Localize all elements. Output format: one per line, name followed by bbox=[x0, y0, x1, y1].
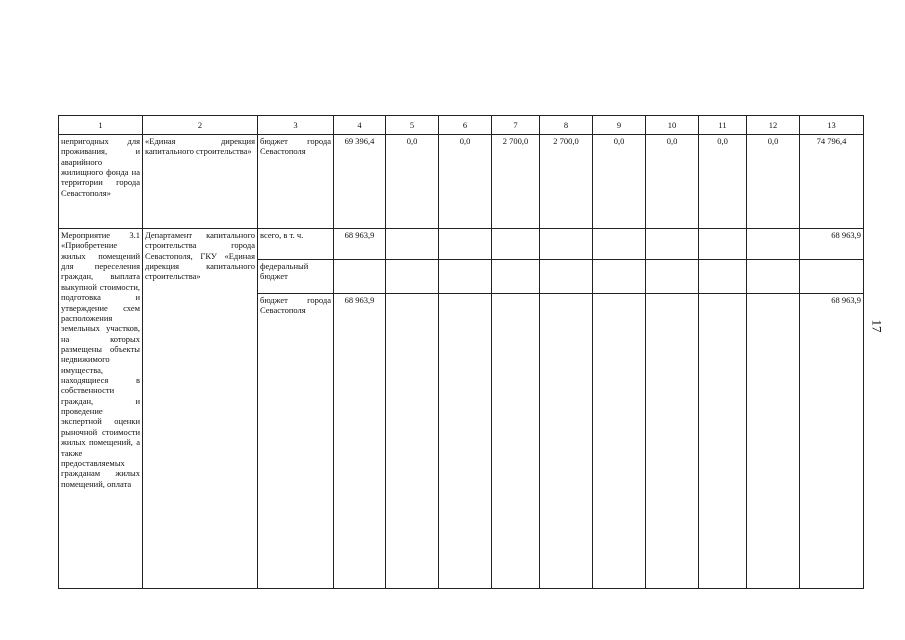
total-cell: 68 963,9 bbox=[800, 294, 864, 589]
value-cell bbox=[386, 294, 439, 589]
value-cell: 0,0 bbox=[699, 135, 747, 229]
header-cell: 13 bbox=[800, 116, 864, 135]
value-cell: 2 700,0 bbox=[540, 135, 593, 229]
value-cell bbox=[593, 229, 646, 260]
executor-cell: «Единая дирекция капитального строительства» bbox=[143, 135, 258, 229]
header-cell: 10 bbox=[646, 116, 699, 135]
funding-source-cell: бюджет города Севастополя bbox=[258, 294, 334, 589]
value-cell bbox=[334, 260, 386, 294]
value-cell bbox=[492, 260, 540, 294]
header-cell: 11 bbox=[699, 116, 747, 135]
page-number: 17 bbox=[869, 319, 885, 333]
value-cell bbox=[747, 294, 800, 589]
value-cell bbox=[492, 229, 540, 260]
header-cell: 2 bbox=[143, 116, 258, 135]
value-cell bbox=[699, 260, 747, 294]
header-cell: 12 bbox=[747, 116, 800, 135]
header-cell: 7 bbox=[492, 116, 540, 135]
value-cell bbox=[747, 260, 800, 294]
header-cell: 1 bbox=[59, 116, 143, 135]
executor-cell: Департамент капитального строительства города Севастополя, ГКУ «Единая дирекция капитального строительства» bbox=[143, 229, 258, 589]
value-cell bbox=[386, 260, 439, 294]
total-cell: 68 963,9 bbox=[800, 229, 864, 260]
value-cell bbox=[699, 294, 747, 589]
value-cell: 0,0 bbox=[646, 135, 699, 229]
value-cell bbox=[439, 294, 492, 589]
value-cell: 68 963,9 bbox=[334, 294, 386, 589]
value-cell: 0,0 bbox=[747, 135, 800, 229]
header-row bbox=[59, 116, 864, 135]
value-cell bbox=[540, 294, 593, 589]
value-cell: 69 396,4 bbox=[334, 135, 386, 229]
value-cell: 0,0 bbox=[386, 135, 439, 229]
value-cell bbox=[540, 229, 593, 260]
value-cell bbox=[699, 229, 747, 260]
header-cell: 5 bbox=[386, 116, 439, 135]
value-cell: 0,0 bbox=[439, 135, 492, 229]
funding-source-cell: бюджет города Севастополя bbox=[258, 135, 334, 229]
table-row bbox=[59, 229, 864, 260]
value-cell bbox=[646, 260, 699, 294]
value-cell bbox=[439, 229, 492, 260]
value-cell bbox=[492, 294, 540, 589]
header-cell: 8 bbox=[540, 116, 593, 135]
value-cell: 2 700,0 bbox=[492, 135, 540, 229]
header-cell: 4 bbox=[334, 116, 386, 135]
funding-source-cell: всего, в т. ч. bbox=[258, 229, 334, 260]
table-row bbox=[59, 135, 864, 229]
activity-name-cell: Мероприятие 3.1 «Приобретение жилых помещений для переселения граждан, выплата выкупной стоимости, подготовка и утверждение схем расположения земельных участков, на которых размещены объекты недвижимого имущества, находящиеся в собственности граждан, и проведение экспертной оценки рыночной стоимости жилых помещений, а также предоставляемых гражданам жилых помещений, оплата bbox=[59, 229, 143, 589]
total-cell bbox=[800, 260, 864, 294]
value-cell bbox=[646, 294, 699, 589]
header-cell: 9 bbox=[593, 116, 646, 135]
value-cell bbox=[593, 260, 646, 294]
value-cell bbox=[747, 229, 800, 260]
header-cell: 3 bbox=[258, 116, 334, 135]
value-cell bbox=[646, 229, 699, 260]
funding-source-cell: федеральный бюджет bbox=[258, 260, 334, 294]
value-cell bbox=[593, 294, 646, 589]
value-cell: 68 963,9 bbox=[334, 229, 386, 260]
total-cell: 74 796,4 bbox=[800, 135, 864, 229]
value-cell: 0,0 bbox=[593, 135, 646, 229]
value-cell bbox=[540, 260, 593, 294]
budget-table bbox=[58, 115, 864, 589]
value-cell bbox=[386, 229, 439, 260]
value-cell bbox=[439, 260, 492, 294]
header-cell: 6 bbox=[439, 116, 492, 135]
activity-name-cell: непригодных для проживания, и аварийного жилищного фонда на территории города Севастополя» bbox=[59, 135, 143, 229]
